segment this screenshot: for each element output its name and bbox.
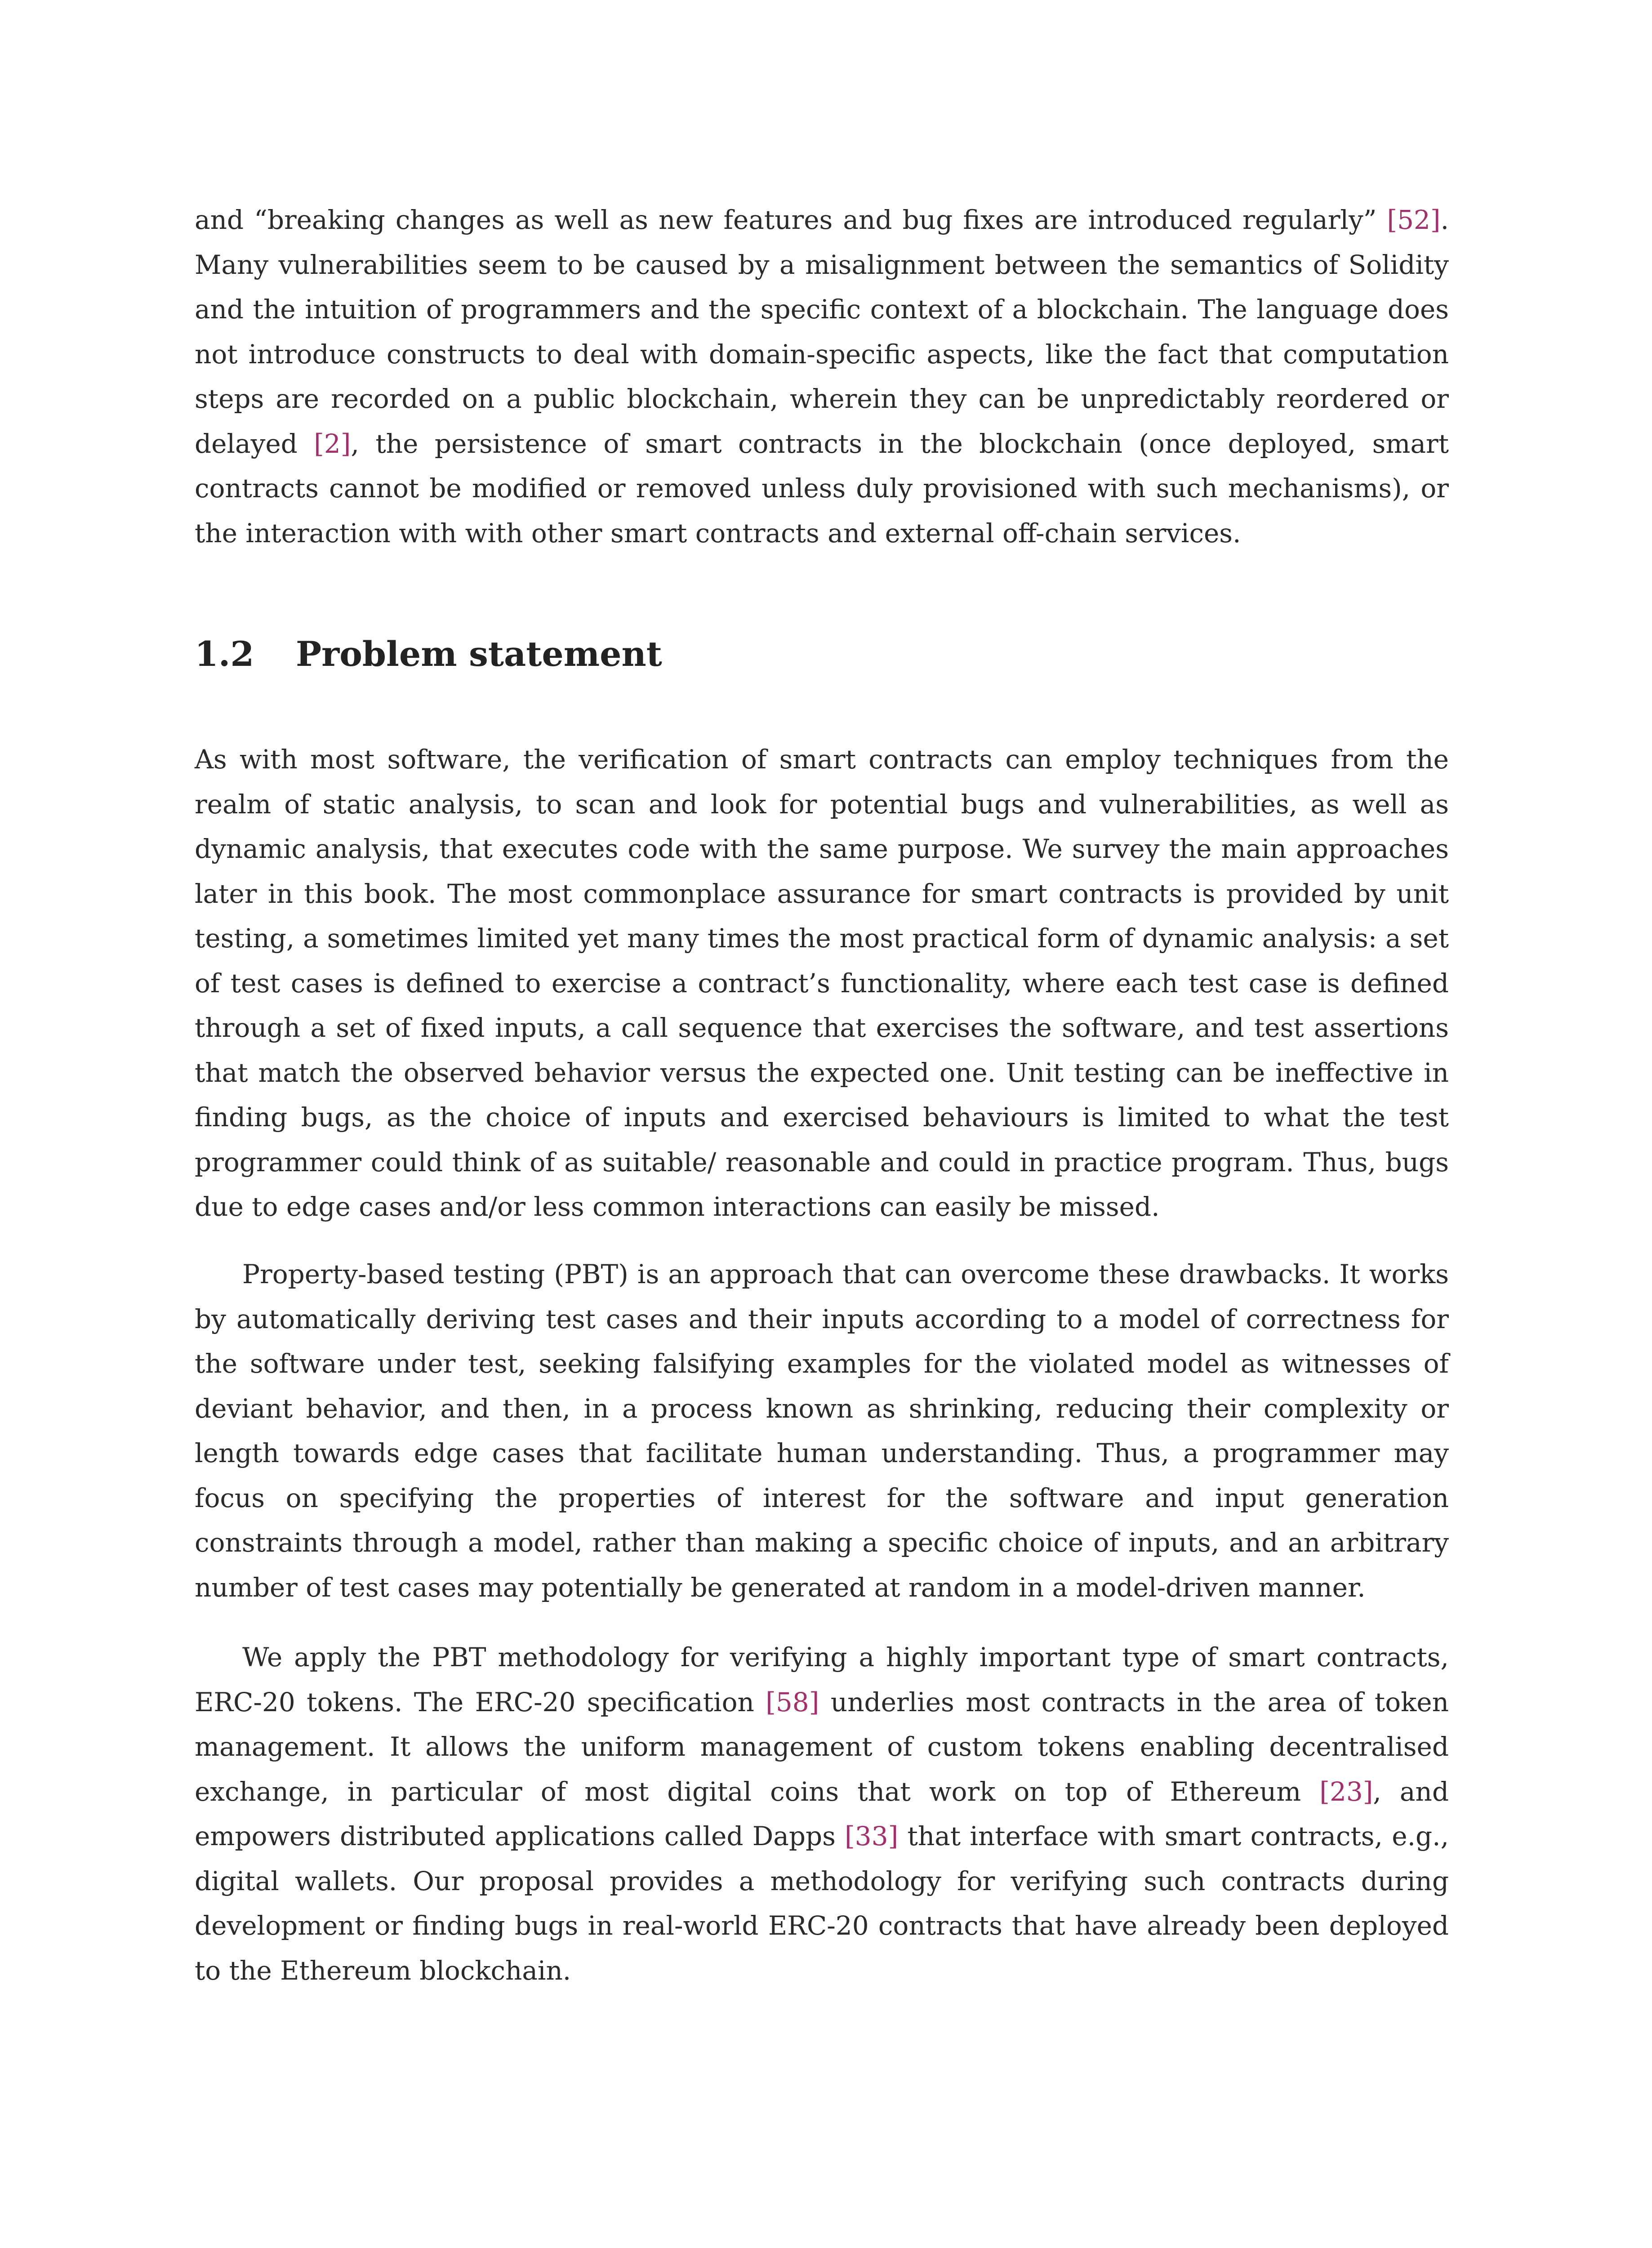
text-run: Property-based testing (PBT) is an approach that can overcome these drawbacks. It works by automatically deriving test cases and their inputs according to a model of correctness for the software under test, seeking falsifying examples for the violated model as witnesses of deviant behavior, and then, in a process known as shrinking, reducing their complexity or length towards edge cases that facilitate human understanding. Thus, a programmer may focus on specifying the properties of interest for the software and input generation constraints through a model, rather than making a specific choice of inputs, and an arbitrary number of test cases may potentially be generated at random in a model-driven manner. bbox=[195, 1259, 1449, 1603]
text-run: As with most software, the verification of smart contracts can employ techniques from the realm of static analysis, to scan and look for potential bugs and vulnerabilities, as well as dynamic analysis, that executes code with the same purpose. We survey the main approaches later in this book. The most commonplace assurance for smart contracts is provided by unit testing, a sometimes limited yet many times the most practical form of dynamic analysis: a set of test cases is defined to exercise a contract’s functionality, where each test case is defined through a set of fixed inputs, a call sequence that exercises the software, and test assertions that match the observed behavior versus the expected one. Unit testing can be ineffective in finding bugs, as the choice of inputs and exercised behaviours is limited to what the test programmer could think of as suitable/ reasonable and could in practice program. Thus, bugs due to edge cases and/or less common interactions can easily be missed. bbox=[195, 744, 1449, 1222]
citation-link[interactable]: [52] bbox=[1387, 205, 1441, 235]
section-title: Problem statement bbox=[296, 634, 662, 674]
paragraph-2 bbox=[195, 1252, 1449, 1610]
paragraph-3 bbox=[195, 1635, 1449, 1993]
citation-link[interactable]: [58] bbox=[766, 1686, 819, 1717]
citation-link[interactable]: [33] bbox=[845, 1821, 899, 1851]
citation-link[interactable]: [2] bbox=[314, 428, 351, 459]
text-run: and “breaking changes as well as new features and bug fixes are introduced regularly” bbox=[195, 205, 1387, 235]
text-run: underlies most contracts in the area of token management. It allows the uniform management of custom tokens enabling decentralised exchange, in particular of most digital coins that work on top of Ethereum bbox=[195, 1686, 1449, 1807]
text-run: that interface with smart contracts, e.g., digital wallets. Our proposal provides a methodology for verifying such contracts during development or finding bugs in real-world ERC-20 contracts that have already been deployed to the Ethereum blockchain. bbox=[195, 1821, 1449, 1986]
citation-link[interactable]: [23] bbox=[1319, 1776, 1373, 1807]
text-run: , the persistence of smart contracts in the blockchain (once deployed, smart contracts cannot be modified or removed unless duly provisioned with such mechanisms), or the interaction with with other smart contracts and external off-chain services. bbox=[195, 428, 1449, 549]
text-run: . Many vulnerabilities seem to be caused by a misalignment between the semantics of Solidity and the intuition of programmers and the specific context of a blockchain. The language does not introduce constructs to deal with domain-specific aspects, like the fact that computation steps are recorded on a public blockchain, wherein they can be unpredictably reordered or delayed bbox=[195, 205, 1449, 459]
section-heading bbox=[195, 632, 662, 677]
paragraph-continuation bbox=[195, 198, 1449, 556]
paragraph-1 bbox=[195, 737, 1449, 1230]
text-run: We apply the PBT methodology for verifying a highly important type of smart contracts, ERC-20 tokens. The ERC-20 specification bbox=[195, 1642, 1449, 1717]
text-run: , and empowers distributed applications called Dapps bbox=[195, 1776, 1449, 1851]
section-number: 1.2 bbox=[195, 634, 254, 674]
